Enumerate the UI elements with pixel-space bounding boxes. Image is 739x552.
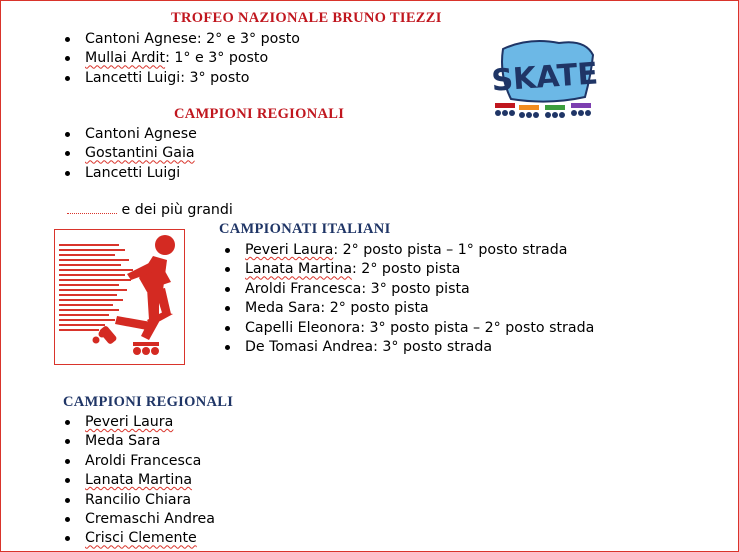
trofeo-results-list xyxy=(61,30,300,88)
transition-note xyxy=(67,202,233,218)
list-item xyxy=(221,280,594,299)
result-text: : 3° posto strada xyxy=(373,339,493,356)
athlete-name: Lanata Martina xyxy=(245,261,353,278)
skate-logo-icon xyxy=(489,35,601,123)
regional-champions-list-2 xyxy=(61,413,215,549)
heading-campioni-regionali-1: CAMPIONI REGIONALI xyxy=(174,106,345,122)
list-item xyxy=(61,529,215,548)
list-item xyxy=(61,69,300,88)
list-item: Cremaschi Andrea xyxy=(61,510,215,529)
dotted-leader xyxy=(67,203,117,214)
athlete-name: Aroldi Francesca xyxy=(245,280,362,297)
inline-skater-icon xyxy=(55,230,184,364)
athlete-name: Peveri Laura xyxy=(245,242,334,258)
list-item xyxy=(61,144,197,163)
skater-image xyxy=(54,229,185,365)
list-item xyxy=(221,299,594,318)
result-text: : 3° posto pista – 2° posto strada xyxy=(360,319,595,336)
result-text: : 2° posto pista – 1° posto strada xyxy=(333,242,568,258)
heading-campionati-italiani: CAMPIONATI ITALIANI xyxy=(219,221,391,237)
result-text: : 2° posto pista xyxy=(352,261,461,278)
athlete-name: Gostantini Gaia xyxy=(85,145,195,162)
italian-championship-list xyxy=(221,241,594,357)
transition-text: e dei più grandi xyxy=(121,202,233,218)
list-item xyxy=(221,241,594,260)
list-item: Rancilio Chiara xyxy=(61,491,215,510)
athlete-name: Lanata Martina xyxy=(85,472,193,489)
athlete-name: Meda Sara xyxy=(245,300,321,317)
list-item xyxy=(61,413,215,432)
athlete-name: De Tomasi Andrea xyxy=(245,339,374,356)
list-item xyxy=(61,49,300,68)
list-item xyxy=(221,319,594,338)
result-text: : 2° posto pista xyxy=(320,300,429,317)
list-item: Meda Sara xyxy=(61,432,215,451)
athlete-name: Capelli Eleonora xyxy=(245,319,361,336)
list-item: Cantoni Agnese xyxy=(61,125,197,144)
heading-trofeo-nazionale: TROFEO NAZIONALE BRUNO TIEZZI xyxy=(171,10,442,26)
list-item xyxy=(221,260,594,279)
list-item xyxy=(61,471,215,490)
athlete-name: Lancetti Luigi xyxy=(85,69,181,86)
athlete-name: Cantoni Agnese xyxy=(85,31,197,47)
list-item: Lancetti Luigi xyxy=(61,164,197,183)
result-text: : 1° e 3° posto xyxy=(165,50,269,67)
list-item xyxy=(221,338,594,357)
athlete-name: Mullai Ardit xyxy=(85,50,166,67)
skate-wheels xyxy=(495,103,591,118)
athlete-name: Crisci Clemente xyxy=(85,530,197,547)
list-item xyxy=(61,30,300,49)
skate-logo-text: SKATE xyxy=(490,56,600,99)
athlete-name: Peveri Laura xyxy=(85,414,174,430)
result-text: : 3° posto pista xyxy=(361,280,470,297)
regional-champions-list-1 xyxy=(61,125,197,183)
list-item: Aroldi Francesca xyxy=(61,452,215,471)
result-text: : 3° posto xyxy=(180,69,250,86)
result-text: : 2° e 3° posto xyxy=(196,31,300,47)
heading-campioni-regionali-2: CAMPIONI REGIONALI xyxy=(63,394,234,410)
skate-logo xyxy=(489,35,601,123)
